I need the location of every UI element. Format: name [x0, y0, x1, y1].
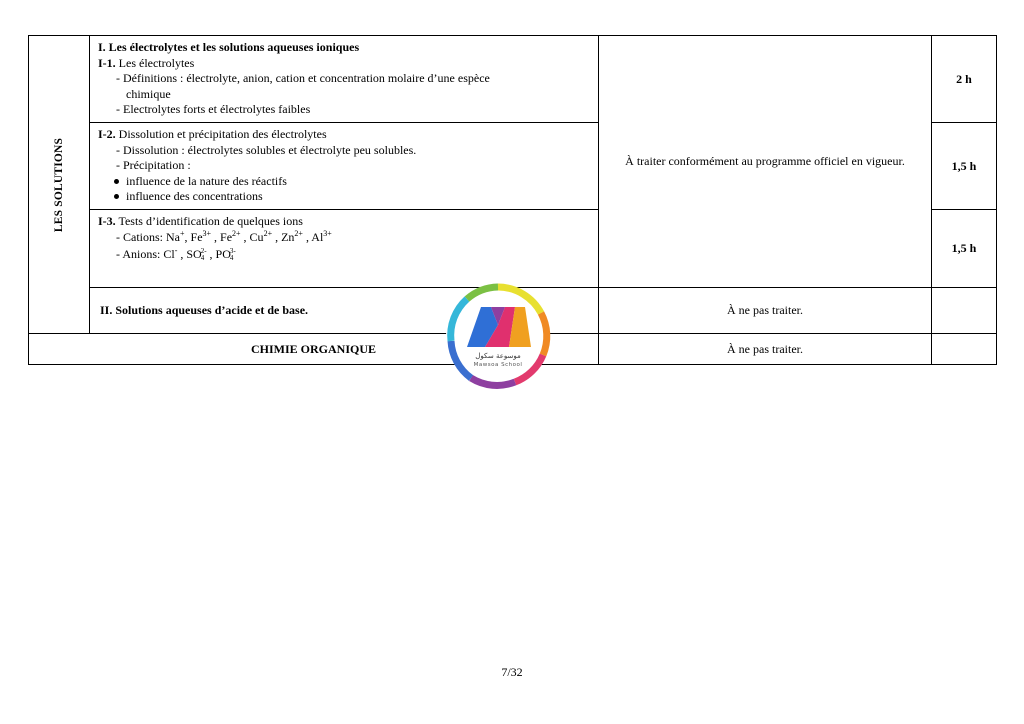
mawsoa-school-logo: [445, 283, 551, 389]
subsection-number: I-3.: [98, 214, 116, 228]
not-treated-note: À ne pas traiter.: [727, 341, 803, 356]
hours-value: 1,5 h: [951, 158, 977, 173]
subsection-number: I-1.: [98, 55, 116, 70]
logo-arabic-text: موسوعة سكول: [475, 352, 521, 360]
treatment-note-cell: [598, 35, 932, 288]
subsection-title: Les électrolytes: [118, 55, 195, 70]
hours-cell: [931, 209, 997, 288]
bullet-item: influence des concentrations: [98, 189, 592, 205]
section-title: CHIMIE ORGANIQUE: [250, 341, 376, 356]
section-number: I.: [98, 40, 106, 54]
treatment-note: À traiter conformément au programme officiel en vigueur.: [625, 154, 905, 168]
content-line: - Précipitation :: [116, 158, 191, 173]
section-label-cell: [28, 35, 90, 334]
note-cell: [598, 287, 932, 334]
note-cell: [598, 333, 932, 365]
cations-label: - Cations:: [116, 229, 166, 244]
cations-line: - Cations: Na+, $Fe^{3+}$ , $Fe^{2+}$ , $Cu^{2+}$ , $Zn^{2+}$ , $Al^{3+}$: [116, 228, 332, 244]
hours-cell: [931, 35, 997, 123]
content-line: - Electrolytes forts et électrolytes faibles: [116, 102, 311, 117]
section-title: Les électrolytes et les solutions aqueuses ioniques: [108, 40, 360, 54]
content-line: chimique: [126, 86, 171, 101]
hours-cell-empty: [931, 333, 997, 365]
hours-value: 1,5 h: [951, 241, 977, 255]
logo-latin-text: Mawsoa School: [473, 362, 523, 368]
row-ion-tests: [89, 209, 599, 288]
not-treated-note: À ne pas traiter.: [727, 303, 803, 317]
bullet-item: influence de la nature des réactifs: [98, 174, 592, 190]
row-electrolytes: [89, 35, 599, 123]
anions-line: - Anions: Cl- , SO 2- 4 , PO 3- 4: [116, 246, 236, 263]
subsection-number: I-2.: [98, 127, 116, 141]
subsection-title: Tests d’identification de quelques ions: [118, 214, 303, 228]
anions-label: - Anions:: [116, 247, 164, 262]
content-line: - Définitions : électrolyte, anion, cation et concentration molaire d’une espèce: [116, 71, 490, 86]
row-dissolution: [89, 122, 599, 210]
hours-cell-empty: [931, 287, 997, 334]
page-number: 7/32: [501, 665, 523, 679]
section-title: II. Solutions aqueuses d’acide et de base.: [100, 303, 309, 317]
hours-cell: [931, 122, 997, 210]
content-line: - Dissolution : électrolytes solubles et électrolyte peu solubles.: [116, 142, 417, 157]
hours-value: 2 h: [956, 71, 972, 86]
subsection-title: Dissolution et précipitation des électrolytes: [118, 127, 327, 141]
section-label: LES SOLUTIONS: [53, 137, 66, 232]
